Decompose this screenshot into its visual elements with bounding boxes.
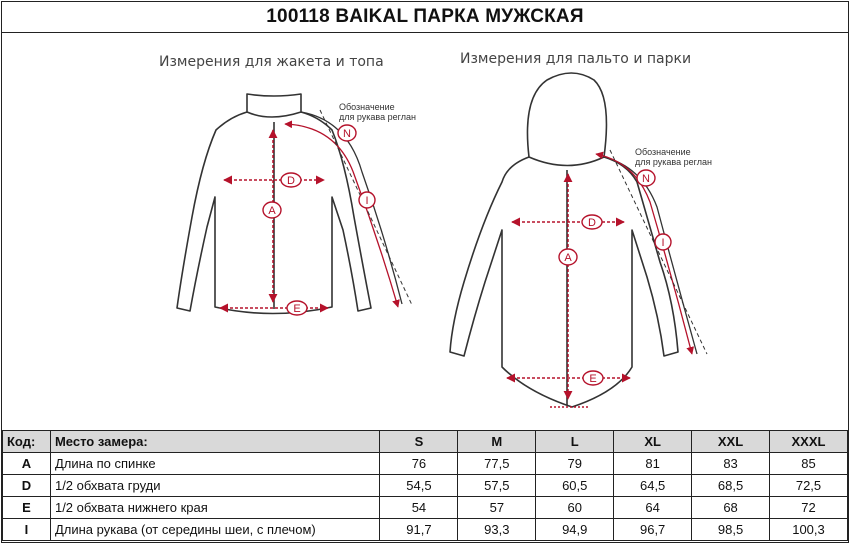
size-table xyxy=(2,430,848,541)
jacket-marker-e xyxy=(287,301,307,315)
jacket-marker-a xyxy=(263,202,281,218)
parka-marker-e xyxy=(583,371,603,385)
header-size: M xyxy=(458,431,536,453)
svg-text:D: D xyxy=(588,217,596,229)
row-value: 77,5 xyxy=(458,453,536,475)
row-value: 72,5 xyxy=(770,475,848,497)
row-value: 60 xyxy=(536,497,614,519)
row-value: 64,5 xyxy=(614,475,692,497)
row-value: 54 xyxy=(380,497,458,519)
jacket-sleeve-line xyxy=(285,124,398,307)
jacket-marker-n xyxy=(338,125,356,141)
row-name: 1/2 обхвата груди xyxy=(50,475,380,497)
svg-text:E: E xyxy=(293,303,301,315)
header-size: L xyxy=(536,431,614,453)
parka-outline xyxy=(450,73,678,407)
table-row xyxy=(3,497,848,519)
svg-text:I: I xyxy=(365,195,369,207)
header-place: Место замера: xyxy=(50,431,380,453)
row-value: 93,3 xyxy=(458,519,536,541)
row-value: 83 xyxy=(692,453,770,475)
row-value: 91,7 xyxy=(380,519,458,541)
table-row xyxy=(3,475,848,497)
row-value: 81 xyxy=(614,453,692,475)
raglan-note-right: Обозначение для рукава реглан xyxy=(635,147,712,167)
parka-marker-d xyxy=(582,215,602,229)
row-value: 64 xyxy=(614,497,692,519)
svg-text:N: N xyxy=(642,173,650,185)
row-value: 72 xyxy=(770,497,848,519)
svg-text:E: E xyxy=(589,373,597,385)
svg-text:A: A xyxy=(268,205,276,217)
row-value: 57,5 xyxy=(458,475,536,497)
size-chart-page xyxy=(1,1,849,543)
row-name: Длина рукава (от середины шеи, с плечом) xyxy=(50,519,380,541)
raglan-note-left: Обозначение для рукава реглан xyxy=(339,102,416,122)
row-value: 68 xyxy=(692,497,770,519)
garment-illustrations xyxy=(2,32,848,430)
row-code: I xyxy=(3,519,51,541)
row-value: 79 xyxy=(536,453,614,475)
svg-text:N: N xyxy=(343,128,351,140)
row-value: 96,7 xyxy=(614,519,692,541)
header-size: XL xyxy=(614,431,692,453)
row-code: E xyxy=(3,497,51,519)
row-value: 85 xyxy=(770,453,848,475)
svg-text:A: A xyxy=(564,252,572,264)
row-value: 68,5 xyxy=(692,475,770,497)
row-value: 100,3 xyxy=(770,519,848,541)
row-name: 1/2 обхвата нижнего края xyxy=(50,497,380,519)
svg-text:D: D xyxy=(287,175,295,187)
title-bar xyxy=(2,2,848,33)
row-code: A xyxy=(3,453,51,475)
row-value: 57 xyxy=(458,497,536,519)
jacket-marker-d xyxy=(281,173,301,187)
row-value: 94,9 xyxy=(536,519,614,541)
jacket-marker-i xyxy=(359,192,375,208)
parka-caption: Измерения для пальто и парки xyxy=(460,51,692,67)
row-code: D xyxy=(3,475,51,497)
header-size: XXL xyxy=(692,431,770,453)
parka-marker-a xyxy=(559,249,577,265)
row-value: 60,5 xyxy=(536,475,614,497)
header-size: S xyxy=(380,431,458,453)
table-row xyxy=(3,519,848,541)
header-size: XXXL xyxy=(770,431,848,453)
row-value: 76 xyxy=(380,453,458,475)
svg-text:I: I xyxy=(661,237,665,249)
jacket-caption: Измерения для жакета и топа xyxy=(159,54,384,70)
row-value: 54,5 xyxy=(380,475,458,497)
parka-marker-n xyxy=(637,170,655,186)
table-header-row xyxy=(3,431,848,453)
row-name: Длина по спинке xyxy=(50,453,380,475)
parka-marker-i xyxy=(655,234,671,250)
header-code: Код: xyxy=(3,431,51,453)
row-value: 98,5 xyxy=(692,519,770,541)
table-row xyxy=(3,453,848,475)
page-title: 100118 BAIKAL ПАРКА МУЖСКАЯ xyxy=(266,6,584,27)
